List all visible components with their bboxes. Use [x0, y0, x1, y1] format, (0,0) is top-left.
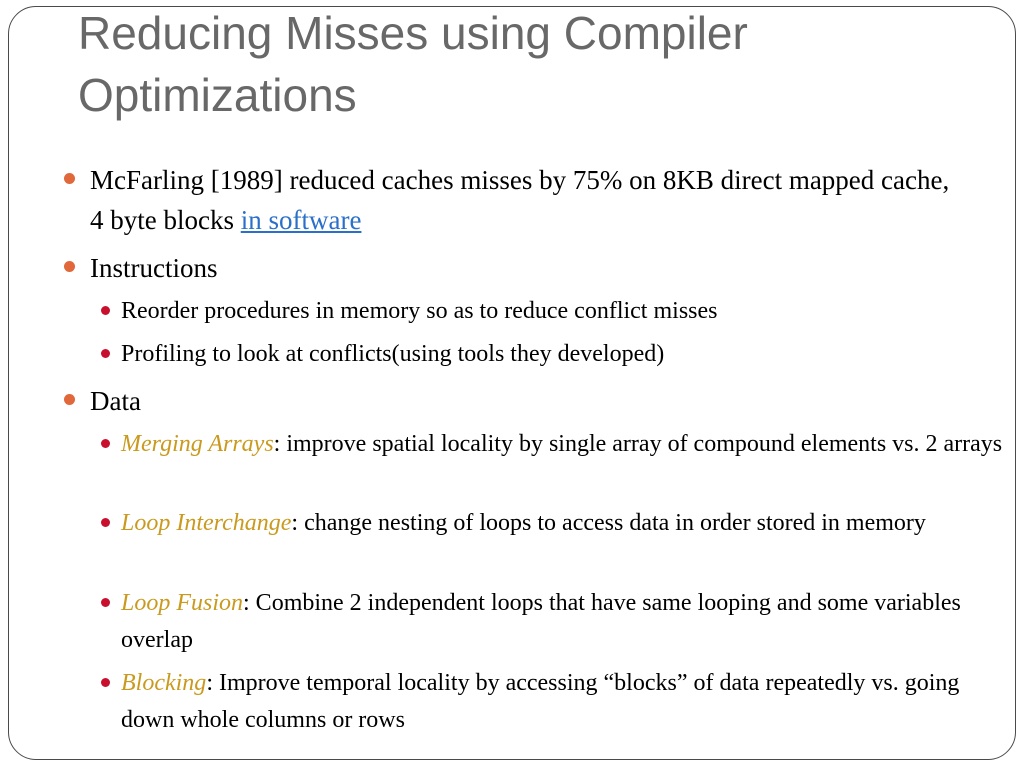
bullet-dot-icon [101, 598, 110, 607]
subbullet-loop-interchange [121, 505, 1016, 542]
slide-title: Reducing Misses using Compiler Optimizations [78, 7, 748, 121]
in-software-link[interactable]: in software [240, 205, 362, 235]
subbullet-blocking [121, 665, 1016, 739]
subbullet-merging-arrays [121, 426, 1016, 463]
bullet-dot-icon [101, 349, 110, 358]
bullet-mcfarling [90, 160, 950, 240]
subbullet-profiling [121, 336, 1016, 373]
term-blocking: Blocking [121, 670, 207, 696]
bullet-text: McFarling [1989] reduced caches misses by 75% on 8KB direct mapped cache, 4 byte blocks [90, 165, 950, 235]
bullet-instructions [90, 248, 950, 288]
bullet-text: Profiling to look at conflicts(using tools they developed) [121, 341, 665, 367]
bullet-dot-icon [101, 518, 110, 527]
bullet-dot-icon [101, 678, 110, 687]
bullet-data [90, 381, 950, 421]
term-loop-fusion: Loop Fusion [121, 590, 244, 616]
bullet-text: : Improve temporal locality by accessing “blocks” of data repeatedly vs. going down whole columns or rows [121, 670, 960, 733]
bullet-dot-icon [101, 306, 110, 315]
bullet-text: Instructions [90, 253, 218, 283]
term-merging-arrays: Merging Arrays [121, 431, 274, 457]
bullet-text: : Combine 2 independent loops that have same looping and some variables overlap [121, 590, 961, 653]
bullet-text: Data [90, 386, 141, 416]
bullet-text: : improve spatial locality by single array of compound elements vs. 2 arrays [273, 431, 1003, 457]
bullet-dot-icon [101, 439, 110, 448]
bullet-text: : change nesting of loops to access data in order stored in memory [291, 510, 926, 536]
bullet-text: Reorder procedures in memory so as to reduce conflict misses [121, 298, 718, 324]
subbullet-reorder-procedures [121, 293, 1016, 330]
bullet-dot-icon [64, 394, 75, 405]
bullet-dot-icon [64, 261, 75, 272]
bullet-dot-icon [64, 173, 75, 184]
term-loop-interchange: Loop Interchange [121, 510, 292, 536]
subbullet-loop-fusion [121, 585, 1016, 659]
